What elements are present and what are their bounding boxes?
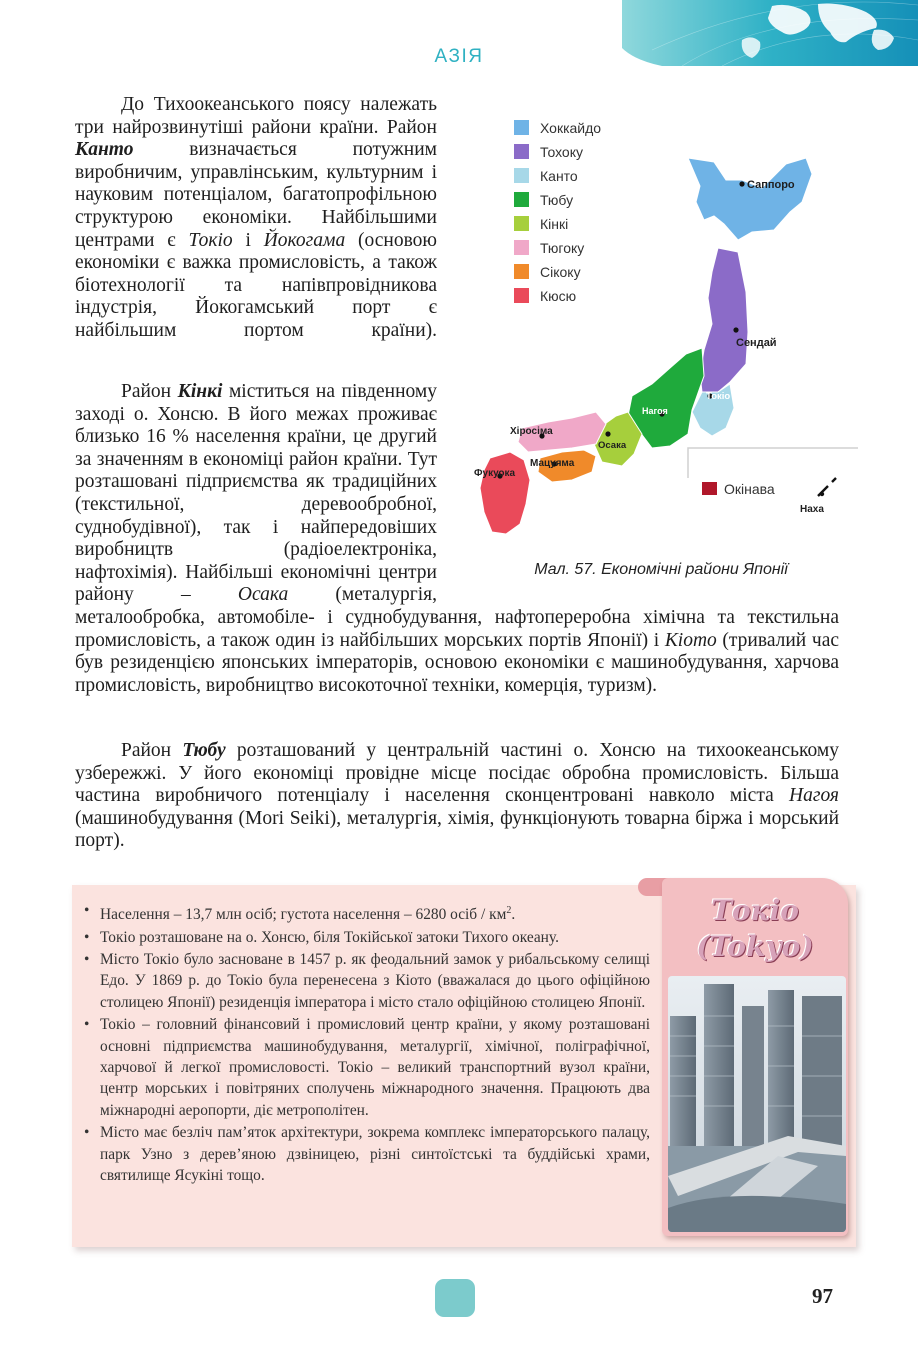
legend-swatch-chubu — [514, 192, 529, 207]
fact-history: • Місто Токіо було засноване в 1457 р. як феодальний замок у рибальському селищі Едо. У 1869 р. до Токіо була перенесена з Кіото (вважалася до цього офіційною столицею Японії) резиденція імператора і місто стало офіційною столицею Японії. — [84, 949, 650, 1013]
fact-economy: • Токіо – головний фінансовий і промисловий центр країни, у якому розташовані основні підприємства машинобудування, металургії, хімічної, поліграфічної, харчової й легкої промисловості. Токіо – великий транспортний вузол країни, центр морських і повітряних сполучень міжнародного значення. Працюють два міжнародні аеропорти, діє метрополітен. — [84, 1014, 650, 1121]
legend-swatch-kyushu — [514, 288, 529, 303]
city-label-hiroshima: Хіросіма — [510, 426, 553, 437]
region-hokkaido — [688, 158, 812, 240]
city-label-tokyo: Токіо — [706, 391, 731, 402]
legend-swatch-kanto — [514, 168, 529, 183]
paragraph-chubu: Район Тюбу розташований у центральній частині о. Хонсю на тихоокеанському узбережжі. У його економіці провідне місце посідає обробна промисловість. Більша частина виробничого потенціалу і населення сконцентровані навколо міста Нагоя (машинобудування (Mori Seiki), металургія, хімія, функціонують товарна біржа і морський порт). — [75, 740, 840, 852]
tokyo-facts-list — [84, 900, 650, 1187]
legend-swatch-shikoku — [514, 264, 529, 279]
paragraph-pacific-belt: До Тихоокеанського поясу належать три найрозвинутіші райони країни. Район Канто визначається потужним виробничим, управлінським, культурним і науковим потенціалом, багатопрофільною структурою економіки. Найбільшими центрами є Токіо і Йокогама (основою економіки є важка промисловість, а також біотехнології та напівпровідникова індустрія, Йокогамський порт є найбільшим портом країни). — [75, 94, 437, 341]
fact-location: • Токіо розташоване на о. Хонсю, біля Токійської затоки Тихого океану. — [84, 927, 650, 948]
legend-label-kinki: Кінкі — [540, 216, 569, 232]
term-nagoya: Нагоя — [789, 785, 839, 807]
legend-label-chugoku: Тюгоку — [540, 240, 585, 256]
paragraph-kinki: Район Кінкі міститься на південному заході о. Хонсю. В його межах проживає близько 16 % населення країни, це другий за значенням в економіці район країни. Тут розташовані підприємства як традиційних (текстильної, деревообробної, суднобудівної), так і найпередовіших виробництв (радіоелектроніка, нафтохімія). Найбільші економічні центри району – Осака (металургія, металообробка, автомобіле- і суднобудування, нафтопереробна хімічна та текстильна промисловість, а також один із найбільших морських портів Японії) і Кіото (тривалий час був резиденцією японських імператорів, основою економіки є машинобудування, харчова промисловість, виробництво високоточної техніки, комерція, туризм). — [75, 381, 840, 696]
page-number: 97 — [812, 1284, 833, 1308]
legend-swatch-chugoku — [514, 240, 529, 255]
map-legend — [514, 120, 601, 304]
term-osaka: Осака — [237, 584, 289, 606]
city-label-matsuyama: Мацуяма — [530, 458, 575, 469]
region-tohoku — [700, 248, 748, 392]
page-badge-decoration — [435, 1279, 475, 1317]
city-label-osaka: Осака — [598, 440, 627, 451]
term-kinki: Кінкі — [177, 381, 223, 402]
fact-architecture: • Місто має безліч пам’яток архітектури, зокрема комплекс імператорського палацу, парк Узно з дерев’яною дзвіницею, різні синтоїстські та буддійські храми, святилище Ясукіні тощо. — [84, 1122, 650, 1186]
city-label-naha: Наха — [800, 504, 824, 515]
legend-label-chubu: Тюбу — [540, 192, 574, 208]
term-kanto: Канто — [75, 139, 134, 161]
term-kyoto: Кіото — [664, 629, 717, 651]
city-dot-sapporo — [739, 181, 744, 186]
section-title: АЗІЯ — [434, 46, 484, 67]
city-label-nagoya: Нагоя — [642, 406, 668, 416]
legend-swatch-tohoku — [514, 144, 529, 159]
map-caption: Мал. 57. Економічні райони Японії — [534, 561, 788, 578]
tokyo-card-title: Токіо (Tokyo) — [696, 894, 814, 963]
city-label-fukuoka: Фукуока — [474, 468, 516, 479]
legend-label-kyushu: Кюсю — [540, 288, 577, 304]
city-label-sapporo: Саппоро — [747, 179, 795, 191]
legend-label-tohoku: Тохоку — [540, 144, 583, 160]
city-dot-sendai — [733, 327, 738, 332]
legend-label-okinawa: Окінава — [724, 481, 775, 497]
fact-population: • Населення – 13,7 млн осіб; густота населення – 6280 осіб / $км^2$. — [84, 900, 650, 926]
city-label-sendai: Сендай — [736, 337, 777, 349]
legend-label-hokkaido: Хоккайдо — [540, 120, 602, 136]
term-yokohama: Йокогама — [263, 229, 346, 251]
legend-swatch-hokkaido — [514, 120, 529, 135]
term-chubu: Тюбу — [182, 740, 226, 761]
legend-label-shikoku: Сікоку — [540, 264, 581, 280]
legend-label-kanto: Канто — [540, 168, 578, 184]
tokyo-city-photo — [668, 976, 846, 1232]
term-tokyo: Токіо — [188, 229, 233, 251]
legend-swatch-kinki — [514, 216, 529, 231]
